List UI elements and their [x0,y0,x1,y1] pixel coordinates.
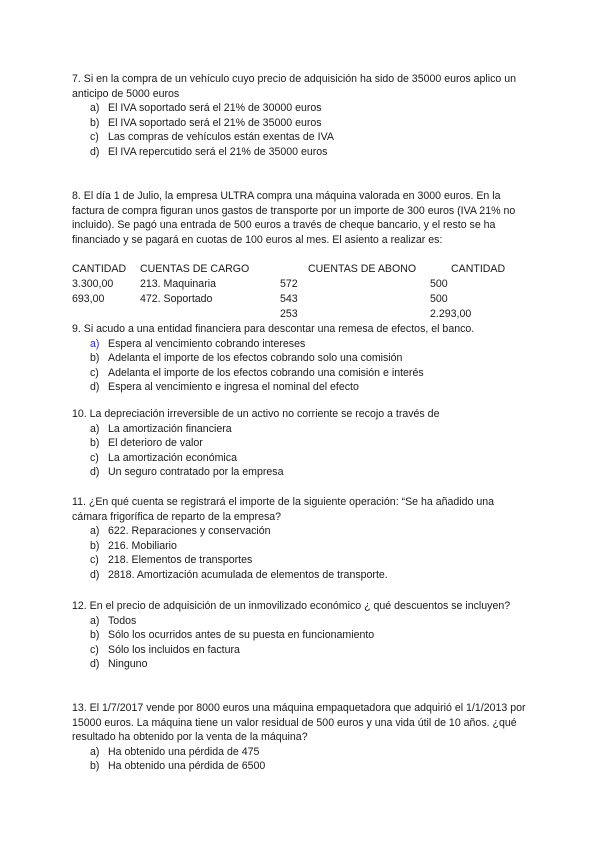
row1-debit-account: 213. Maquinaria [140,278,216,290]
question-7-text: 7. Si en la compra de un vehículo cuyo precio de adquisición ha sido de 35000 euros aplico un anticipo de 5000 euros [72,73,517,100]
question-13 [72,701,532,774]
option-d: d) Ninguno [90,658,148,671]
question-11 [72,495,532,583]
option-b: b) El IVA soportado será el 21% de 35000 euros [90,116,322,129]
row1-debit-amount: 3.300,00 [72,278,114,290]
option-d: d) Un seguro contratado por la empresa [90,466,284,479]
question-9 [72,322,532,395]
option-c: c) Adelanta el importe de los efectos cobrando una comisión e interés [90,366,424,379]
option-d: d) El IVA repercutido será el 21% de 35000 euros [90,145,328,158]
question-10 [72,407,532,480]
journal-entry-table [72,262,532,322]
row1-credit-amount: 500 [430,278,448,290]
question-12 [72,599,532,672]
row3-credit-account: 253 [280,308,298,320]
header-cuentas-abono: CUENTAS DE ABONO [308,263,417,275]
header-cuentas-cargo: CUENTAS DE CARGO [140,263,250,275]
option-c: c) 218. Elementos de transportes [90,554,253,567]
question-7-options [72,101,532,159]
question-12-options [72,614,532,672]
row2-debit-amount: 693,00 [72,293,105,305]
question-8-text: 8. El día 1 de Julio, la empresa ULTRA compra una máquina valorada en 3000 euros. En la factura de compra figuran unos gastos de transporte por un importe de 300 euros (IVA 21% no incluido). Se pagó una entrada de 500 euros a través de cheque bancario, y el resto se ha financiado y se pagará en cuotas de 100 euros al mes. El asiento a realizar es: [72,190,516,246]
question-8 [72,189,532,247]
question-11-options [72,524,532,582]
option-c: c) Sólo los incluidos en factura [90,643,240,656]
row2-credit-account: 543 [280,293,298,305]
row3-credit-amount: 2.293,00 [430,308,472,320]
question-13-options [72,745,532,774]
question-10-options [72,422,532,480]
option-a: a) Ha obtenido una pérdida de 475 [90,745,260,758]
header-cantidad-debit: CANTIDAD [72,263,127,275]
option-b: b) Sólo los ocurridos antes de su puesta en funcionamiento [90,629,375,642]
question-13-text: 13. El 1/7/2017 vende por 8000 euros una máquina empaquetadora que adquirió el 1/1/2013 por 15000 euros. La máquina tiene un valor residual de 500 euros y una vida útil de 10 años. ¿qué resultado ha obtenido por la venta de la máquina? [72,702,526,744]
option-b: b) Ha obtenido una pérdida de 6500 [90,760,266,773]
option-b: b) El deterioro de valor [90,437,203,450]
option-a: a) Todos [90,614,137,627]
row2-credit-amount: 500 [430,293,448,305]
question-7 [72,72,532,160]
option-a: a) El IVA soportado será el 21% de 30000 euros [90,102,322,115]
option-a: a) La amortización financiera [90,422,232,435]
option-d: d) 2818. Amortización acumulada de elementos de transporte. [90,568,388,581]
option-a: a) 622. Reparaciones y conservación [90,525,271,538]
question-9-options [72,337,532,395]
option-b: b) Adelanta el importe de los efectos cobrando solo una comisión [90,352,403,365]
row1-credit-account: 572 [280,278,298,290]
option-d: d) Espera al vencimiento e ingresa el nominal del efecto [90,381,359,394]
question-10-text: 10. La depreciación irreversible de un activo no corriente se recojo a través de [72,408,440,420]
option-c: c) La amortización económica [90,451,237,464]
question-12-text: 12. En el precio de adquisición de un inmovilizado económico ¿ qué descuentos se incluyen? [72,600,511,612]
option-b: b) 216. Mobiliario [90,539,177,552]
option-c: c) Las compras de vehículos están exentas de IVA [90,131,334,144]
question-11-text: 11. ¿En qué cuenta se registrará el importe de la siguiente operación: “Se ha añadido una cámara frigorífica de reparto de la empresa? [72,496,495,523]
row2-debit-account: 472. Soportado [140,293,213,305]
option-a: a) Espera al vencimiento cobrando intereses [90,337,306,350]
question-9-text: 9. Si acudo a una entidad financiera para descontar una remesa de efectos, el banco. [72,323,475,335]
header-cantidad-credit: CANTIDAD [451,263,506,275]
